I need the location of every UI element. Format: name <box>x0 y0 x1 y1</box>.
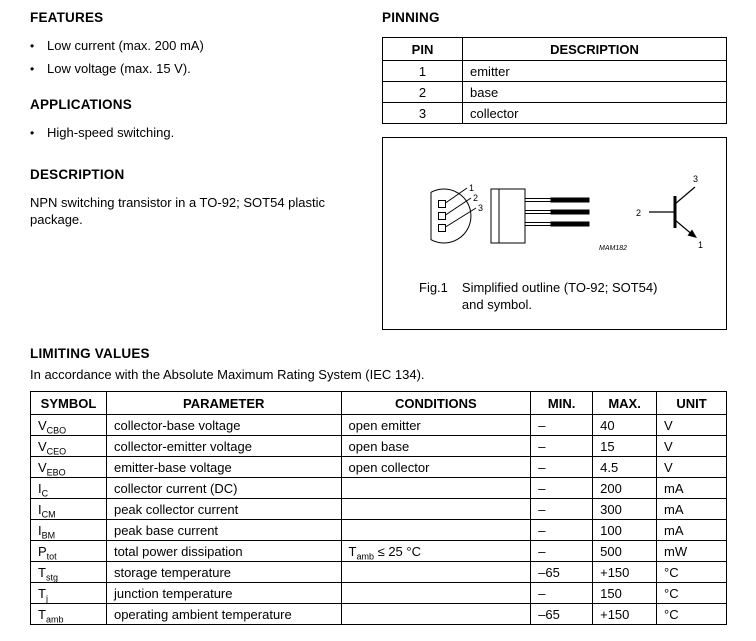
table-row <box>383 103 727 124</box>
parameter-cell: storage temperature <box>106 562 341 583</box>
parameter-cell: collector-base voltage <box>106 415 341 436</box>
min-cell: – <box>531 478 593 499</box>
applications-list <box>30 125 362 141</box>
parameter-cell: emitter-base voltage <box>106 457 341 478</box>
table-row <box>383 61 727 82</box>
max-cell: 100 <box>593 520 657 541</box>
max-cell: 300 <box>593 499 657 520</box>
symbol-pin-label-base: 2 <box>635 208 641 218</box>
table-row <box>31 436 727 457</box>
max-cell: 4.5 <box>593 457 657 478</box>
pin-number-cell: 2 <box>383 82 463 103</box>
conditions-cell: open base <box>341 436 531 457</box>
symbol-cell: $I_{BM}$ <box>31 520 107 541</box>
parameter-cell: junction temperature <box>106 583 341 604</box>
figure-caption <box>419 279 674 313</box>
parameter-cell: operating ambient temperature <box>106 604 341 625</box>
max-cell: +150 <box>593 562 657 583</box>
column-header-parameter: PARAMETER <box>106 392 341 415</box>
column-header-max: MAX. <box>593 392 657 415</box>
parameter-cell: collector current (DC) <box>106 478 341 499</box>
max-cell: 150 <box>593 583 657 604</box>
outline-pin-label: 1 <box>469 183 475 193</box>
conditions-cell <box>341 478 531 499</box>
application-text: High-speed switching. <box>47 125 175 140</box>
symbol-cell: $T_{amb}$ <box>31 604 107 625</box>
table-row <box>31 415 727 436</box>
conditions-cell <box>341 562 531 583</box>
pin-description-cell: collector <box>463 103 727 124</box>
feature-text: Low current (max. 200 mA) <box>47 38 204 53</box>
min-cell: – <box>531 457 593 478</box>
table-row <box>31 604 727 625</box>
column-header-description: DESCRIPTION <box>463 38 727 61</box>
symbol-cell: $I_C$ <box>31 478 107 499</box>
table-row <box>31 520 727 541</box>
npn-symbol-drawing <box>649 187 697 238</box>
unit-cell: °C <box>657 604 727 625</box>
symbol-pin-label-collector: 3 <box>693 174 699 184</box>
table-row <box>31 499 727 520</box>
symbol-cell: $I_{CM}$ <box>31 499 107 520</box>
table-row <box>31 583 727 604</box>
description-text: NPN switching transistor in a TO-92; SOT54 plastic package. <box>30 195 326 227</box>
pin-number-cell: 1 <box>383 61 463 82</box>
unit-cell: °C <box>657 562 727 583</box>
figure-caption-text: Simplified outline (TO-92; SOT54) and symbol. <box>461 280 658 312</box>
features-list <box>30 38 362 77</box>
table-row <box>31 478 727 499</box>
column-header-min: MIN. <box>531 392 593 415</box>
conditions-cell: open collector <box>341 457 531 478</box>
outline-pin-label: 2 <box>473 193 479 203</box>
symbol-cell: $P_{tot}$ <box>31 541 107 562</box>
symbol-pin-label-emitter: 1 <box>698 240 704 250</box>
pinning-table <box>382 37 727 124</box>
parameter-cell: collector-emitter voltage <box>106 436 341 457</box>
conditions-cell: open emitter <box>341 415 531 436</box>
bullet-icon: • <box>30 126 35 140</box>
right-column <box>382 10 727 330</box>
symbol-cell: $V_{EBO}$ <box>31 457 107 478</box>
limiting-values-section <box>30 346 727 625</box>
conditions-cell <box>341 499 531 520</box>
features-section <box>30 10 362 77</box>
max-cell: +150 <box>593 604 657 625</box>
outline-pin-label: 3 <box>478 203 484 213</box>
bullet-icon: • <box>30 39 35 53</box>
table-header-row <box>31 392 727 415</box>
limiting-values-subtext: In accordance with the Absolute Maximum Rating System (IEC 134). <box>30 367 425 382</box>
pin-number-cell: 3 <box>383 103 463 124</box>
pin-description-cell: emitter <box>463 61 727 82</box>
min-cell: –65 <box>531 562 593 583</box>
max-cell: 15 <box>593 436 657 457</box>
column-header-symbol: SYMBOL <box>31 392 107 415</box>
unit-cell: V <box>657 457 727 478</box>
min-cell: – <box>531 520 593 541</box>
min-cell: – <box>531 499 593 520</box>
max-cell: 200 <box>593 478 657 499</box>
feature-text: Low voltage (max. 15 V). <box>47 61 191 76</box>
min-cell: – <box>531 415 593 436</box>
features-heading: FEATURES <box>30 10 104 25</box>
min-cell: –65 <box>531 604 593 625</box>
symbol-cell: $V_{CEO}$ <box>31 436 107 457</box>
table-row <box>31 562 727 583</box>
unit-cell: V <box>657 415 727 436</box>
column-header-unit: UNIT <box>657 392 727 415</box>
symbol-cell: $T_j$ <box>31 583 107 604</box>
symbol-cell: $T_{stg}$ <box>31 562 107 583</box>
pin-description-cell: base <box>463 82 727 103</box>
parameter-cell: peak collector current <box>106 499 341 520</box>
bullet-icon: • <box>30 62 35 76</box>
figure-box <box>382 137 727 330</box>
figure-drawing <box>383 138 726 278</box>
unit-cell: mW <box>657 541 727 562</box>
conditions-cell: $T_{amb} \le 25$ °C <box>341 541 531 562</box>
applications-section <box>30 97 362 141</box>
column-header-pin: PIN <box>383 38 463 61</box>
min-cell: – <box>531 436 593 457</box>
left-column <box>30 10 362 228</box>
max-cell: 40 <box>593 415 657 436</box>
conditions-cell <box>341 604 531 625</box>
table-row <box>31 457 727 478</box>
drawing-code: MAM182 <box>599 245 628 252</box>
conditions-cell <box>341 583 531 604</box>
unit-cell: mA <box>657 520 727 541</box>
to92-top-view-drawing <box>431 188 479 243</box>
parameter-cell: peak base current <box>106 520 341 541</box>
column-header-conditions: CONDITIONS <box>341 392 531 415</box>
min-cell: – <box>531 541 593 562</box>
table-row <box>31 541 727 562</box>
symbol-cell: $V_{CBO}$ <box>31 415 107 436</box>
to92-side-view-drawing <box>491 189 589 243</box>
list-item <box>30 38 362 54</box>
figure-caption-label: Fig.1 <box>419 280 448 295</box>
conditions-cell <box>341 520 531 541</box>
description-section <box>30 167 362 228</box>
max-cell: 500 <box>593 541 657 562</box>
unit-cell: V <box>657 436 727 457</box>
list-item <box>30 125 362 141</box>
limiting-values-table <box>30 391 727 625</box>
unit-cell: °C <box>657 583 727 604</box>
pinning-heading: PINNING <box>382 10 440 25</box>
applications-heading: APPLICATIONS <box>30 97 132 112</box>
unit-cell: mA <box>657 499 727 520</box>
list-item <box>30 61 362 77</box>
min-cell: – <box>531 583 593 604</box>
unit-cell: mA <box>657 478 727 499</box>
limiting-values-heading: LIMITING VALUES <box>30 346 150 361</box>
table-header-row <box>383 38 727 61</box>
table-row <box>383 82 727 103</box>
parameter-cell: total power dissipation <box>106 541 341 562</box>
description-heading: DESCRIPTION <box>30 167 125 182</box>
